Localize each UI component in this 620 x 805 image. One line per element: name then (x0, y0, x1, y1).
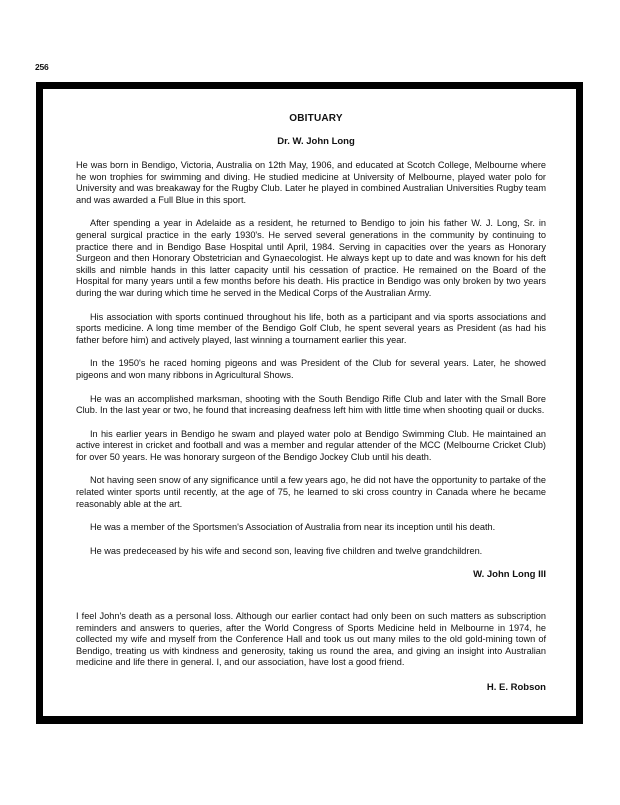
paragraph-family: He was predeceased by his wife and second son, leaving five children and twelve grandchildren. (90, 545, 483, 556)
article-subject: Dr. W. John Long (277, 136, 355, 147)
paragraph-pigeons: In the 1950's he raced homing pigeons and was President of the Club for several years. Later, he showed pigeons and won many ribbons in Agricultural Shows. (76, 358, 546, 380)
paragraph-sports: His association with sports continued throughout his life, both as a participant and via sports associations and sports medicine. A long time member of the Bendigo Golf Club, he spent several years as President (as had his father before him) and actively played, last winning a tournament earlier this year. (76, 311, 546, 345)
page-number: 256 (35, 62, 49, 72)
paragraph-association: He was a member of the Sportsmen's Association of Australia from near its inception until his death. (90, 522, 496, 533)
article-heading: OBITUARY (289, 113, 343, 124)
signature-author-1: W. John Long III (473, 569, 546, 581)
obituary-content (76, 89, 546, 694)
paragraph-career: After spending a year in Adelaide as a resident, he returned to Bendigo to join his father W. J. Long, Sr. in general surgical practice in the early 1930's. He served several generations in the community by continuing to practice there and in Bendigo Base Hospital until April, 1984. Serving in capacities over the years as Honorary Surgeon and then Honorary Obstetrician and Gynaecologist. He always kept up to date and was known for his deft skills and nimble hands in this latter capacity until his cessation of practice. He remained on the Board of the Hospital for many years until a few months before his death. His practice in Bendigo was only broken by two years during the war during which time he served in the Medical Corps of the Australian Army. (76, 218, 546, 298)
paragraph-skiing: Not having seen snow of any significance until a few years ago, he did not have the opportunity to partake of the related winter sports until recently, at the age of 75, he learned to ski cross country in Canada where he became reasonably able at the art. (76, 475, 546, 509)
paragraph-swimming-cricket: In his earlier years in Bendigo he swam and played water polo at Bendigo Swimming Club. He maintained an active interest in cricket and football and was a member and regular attender of the MCC (Melbourne Cricket Club) for over 50 years. He was honorary surgeon of the Bendigo Jockey Club until his death. (76, 428, 546, 462)
paragraph-marksman: He was an accomplished marksman, shooting with the South Bendigo Rifle Club and later with the Small Bore Club. In the last year or two, he found that increasing deafness left him with little time when shooting quail or ducks. (76, 393, 546, 416)
paragraph-tribute: I feel John's death as a personal loss. Although our earlier contact had only been on such matters as subscription reminders and answers to queries, after the World Congress of Sports Medicine held in Melbourne in 1974, he collected my wife and myself from the Conference Hall and took us out many miles to the old gold-mining town of Bendigo, treating us with kindness and generosity, taking us round the area, and giving an insight into Australian medicine and life there in general. I, and our association, have lost a good friend. (76, 611, 546, 668)
obituary-frame (36, 82, 583, 724)
paragraph-early-life: He was born in Bendigo, Victoria, Australia on 12th May, 1906, and educated at Scotch College, Melbourne where he won trophies for swimming and diving. He studied medicine at University of Melbourne, played water polo for University and was breakaway for the Rugby Club. Later he played in combined Australian Universities Rugby team and was awarded a Full Blue in this sport. (76, 160, 546, 205)
signature-author-2: H. E. Robson (486, 682, 546, 693)
